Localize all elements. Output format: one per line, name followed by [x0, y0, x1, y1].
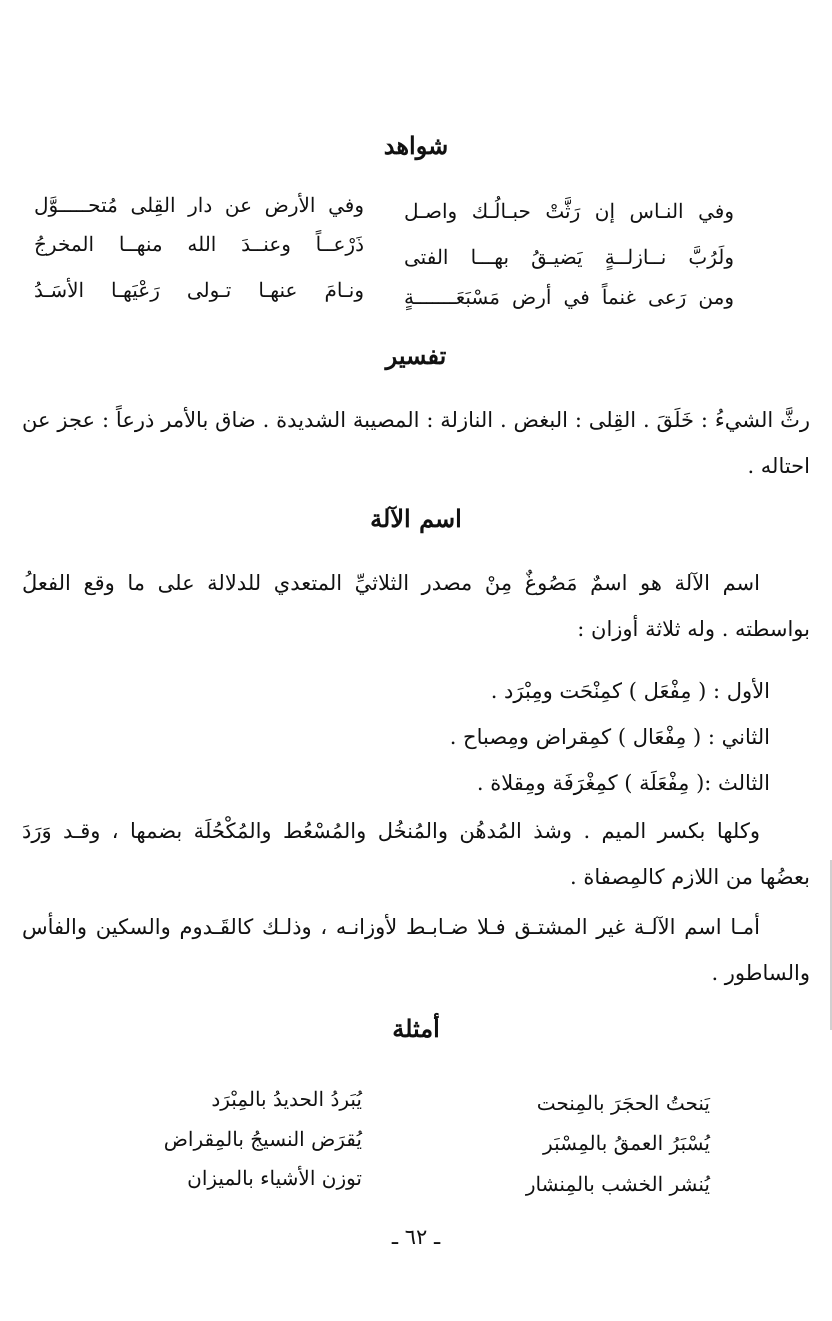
- tafsir-text: رثَّ الشيءُ : خَلَقَ . القِلى : البغض . النازلة : المصيبة الشديدة . ضاق بالأمر ذرعاً : عجز عن احتاله .: [22, 408, 810, 478]
- example-left-2: يُقرَض النسيجُ بالمِقراض: [163, 1127, 362, 1151]
- verse-3-second-hemistich: ونـامَ عنهـا تـولى رَعْيَهـا الأسَـدُ: [34, 278, 364, 302]
- verse-3-first-hemistich: ومن رَعى غنماً في أرض مَسْبَعَـــــــةٍ: [404, 285, 734, 309]
- heading-ism-alala: اسم الآلة: [370, 504, 462, 533]
- wazn-first: الأول : ( مِفْعَل ) كمِنْحَت ومِبْرَد .: [490, 679, 770, 703]
- heading-tafsir: تفسير: [385, 341, 447, 370]
- example-right-3: يُنشر الخشب بالمِنشار: [525, 1172, 710, 1196]
- wazn-second: الثاني : ( مِفْعَال ) كمِقراض ومِصباح .: [449, 725, 770, 749]
- note-kasr-almim: وكلها بكسر الميم . وشذ المُدهُن والمُنخُل والمُسْعُط والمُكْحُلَة بضمها ، وقـد وَرَدَ بعضُها من اللازم كالمِصفاة .: [22, 819, 810, 889]
- example-left-1: يُبَردُ الحديدُ بالمِبْرَد: [211, 1087, 362, 1111]
- example-left-3: توزن الأشياء بالميزان: [187, 1166, 362, 1190]
- ism-alala-definition: اسم الآلة هو اسمٌ مَصُوغٌ مِنْ مصدر الثلاثيِّ المتعدي للدلالة على ما وقع الفعلُ بواسطته . وله ثلاثة أوزان :: [22, 571, 810, 641]
- example-right-2: يُسْبَرُ العمقُ بالمِسْبَر: [543, 1131, 710, 1155]
- page-number: ـ ٦٢ ـ: [391, 1225, 441, 1249]
- verse-2-second-hemistich: ذَرْعــاً وعنــدَ الله منهــا المخرجُ: [34, 232, 364, 256]
- verse-2-first-hemistich: ولَرُبَّ نــازلــةٍ يَضيـقُ بهـــا الفتى: [404, 245, 734, 269]
- note-ghayr-mushtaq: أمـا اسم الآلـة غير المشتـق فـلا ضـابـط لأوزانـه ، وذلـك كالقَـدوم والسكين والفأس والساطور .: [22, 915, 810, 985]
- verse-1-second-hemistich: وفي الأرض عن دار القِلى مُتحـــــوَّل: [34, 193, 364, 217]
- example-right-1: يَنحتُ الحجَرَ بالمِنحت: [536, 1091, 710, 1115]
- heading-shawahid: شواهد: [383, 131, 449, 160]
- heading-amthila: أمثلة: [392, 1014, 440, 1043]
- verse-1-first-hemistich: وفي النـاس إن رَثَّتْ حبـالُـك واصـل: [404, 199, 734, 223]
- wazn-third: الثالث :( مِفْعَلَة ) كمِغْرَفَة ومِقلاة .: [476, 771, 770, 795]
